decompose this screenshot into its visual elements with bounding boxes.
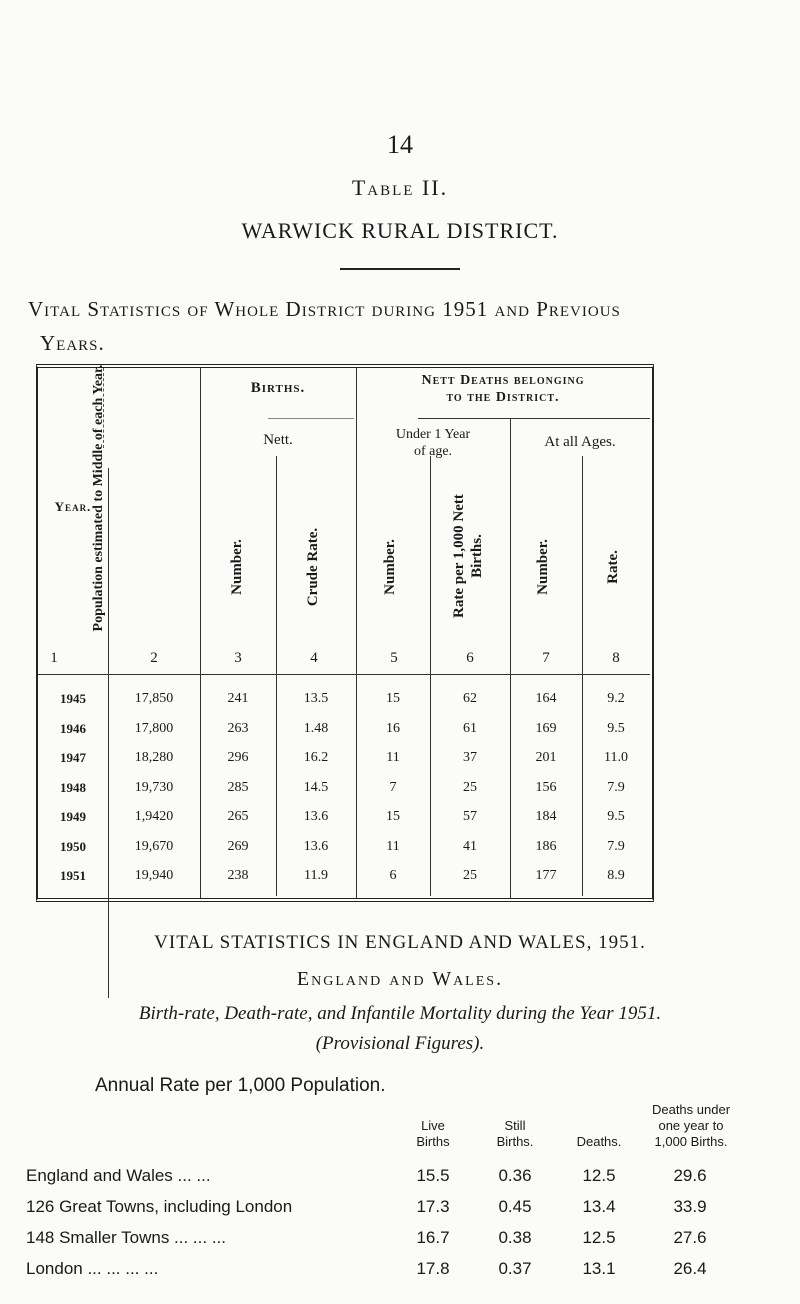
ew-cell-deaths: 12.5 xyxy=(582,1166,616,1185)
nett-header: Nett. xyxy=(263,432,293,448)
population-header: Population estimated to Middle of each Year. xyxy=(91,364,106,632)
year-header: Year. xyxy=(54,499,92,514)
table-cell-year: 1946 xyxy=(60,720,86,736)
column-number: 1 xyxy=(50,650,58,666)
ew-cell-live: 17.3 xyxy=(416,1197,450,1216)
under-1-line-1: Under 1 Year xyxy=(395,427,471,442)
table-cell-infant-deaths: 11 xyxy=(386,750,400,765)
table-cell-crude-rate: 11.9 xyxy=(304,868,328,883)
vital-statistics-table xyxy=(36,364,654,902)
infant-deaths-header xyxy=(636,1102,746,1150)
deaths-header-line-2: to the District. xyxy=(446,390,560,405)
live-births-header xyxy=(398,1118,468,1150)
ew-cell-live: 15.5 xyxy=(416,1166,450,1185)
table-cell-death-rate: 11.0 xyxy=(604,750,628,765)
table-cell-infant-rate: 25 xyxy=(463,779,477,795)
table-cell-deaths-number: 177 xyxy=(535,868,557,883)
table-cell-crude-rate: 1.48 xyxy=(303,720,329,736)
deaths-number-header: Number. xyxy=(535,539,551,595)
table-cell-death-rate: 8.9 xyxy=(607,868,625,883)
table-cell-deaths-number: 164 xyxy=(535,691,557,706)
ew-cell-infant: 33.9 xyxy=(673,1197,707,1216)
ew-cell-deaths: 12.5 xyxy=(582,1228,616,1247)
table-cell-year: 1945 xyxy=(60,691,86,706)
divider-rule xyxy=(340,268,460,270)
table-cell-deaths-number: 184 xyxy=(535,809,557,824)
ew-cell-deaths: 13.1 xyxy=(582,1259,616,1278)
table-cell-births-number: 263 xyxy=(227,720,249,736)
ew-cell-infant: 27.6 xyxy=(673,1228,707,1247)
table-cell-death-rate: 7.9 xyxy=(607,838,625,854)
column-number: 6 xyxy=(466,650,474,666)
table-cell-infant-rate: 57 xyxy=(463,809,477,824)
table-cell-death-rate: 9.2 xyxy=(607,691,625,706)
column-number: 4 xyxy=(310,650,318,666)
under-1-line-2: of age. xyxy=(413,444,453,459)
death-rate-header: Rate. xyxy=(605,550,621,584)
table-cell-year: 1951 xyxy=(60,868,86,883)
table-cell-crude-rate: 13.6 xyxy=(303,809,329,824)
heading-line-1: Vital Statistics of Whole District during 1951 and Previous xyxy=(28,297,621,321)
ew-cell-live: 16.7 xyxy=(416,1228,450,1247)
table-cell-year: 1950 xyxy=(60,838,86,854)
table-cell-year: 1949 xyxy=(60,809,86,824)
table-cell-crude-rate: 13.5 xyxy=(303,691,329,706)
ew-row-label: London ... ... ... ... xyxy=(26,1259,159,1278)
england-wales-section-title: VITAL STATISTICS IN ENGLAND AND WALES, 1951. xyxy=(154,932,646,953)
table-cell-infant-rate: 62 xyxy=(463,691,477,706)
table-cell-deaths-number: 169 xyxy=(535,720,557,736)
table-cell-death-rate: 9.5 xyxy=(607,720,625,736)
table-cell-infant-deaths: 6 xyxy=(389,868,397,883)
table-cell-births-number: 238 xyxy=(227,868,249,883)
deaths-header-line-1: Nett Deaths belonging xyxy=(421,373,585,388)
column-number: 5 xyxy=(390,650,398,666)
header-line: Births xyxy=(416,1134,450,1149)
caption-line-2: (Provisional Figures). xyxy=(315,1033,485,1054)
table-cell-infant-deaths: 7 xyxy=(389,779,397,795)
table-cell-births-number: 285 xyxy=(227,779,249,795)
table-cell-births-number: 241 xyxy=(227,691,249,706)
births-number-header: Number. xyxy=(229,539,245,595)
births-header: Births. xyxy=(250,380,306,396)
annual-rate-heading: Annual Rate per 1,000 Population. xyxy=(95,1075,386,1096)
table-cell-crude-rate: 13.6 xyxy=(303,838,329,854)
england-wales-subtitle: England and Wales. xyxy=(296,968,504,990)
table-cell-infant-rate: 25 xyxy=(463,868,477,883)
table-cell-population: 19,730 xyxy=(134,779,174,795)
ew-row-label: 148 Smaller Towns ... ... ... xyxy=(26,1228,226,1247)
ew-row-label: 126 Great Towns, including London xyxy=(26,1197,293,1216)
heading-line-2: Years. xyxy=(40,331,105,355)
ew-cell-live: 17.8 xyxy=(416,1259,450,1278)
table-cell-infant-deaths: 15 xyxy=(386,809,400,824)
ew-cell-infant: 26.4 xyxy=(673,1259,707,1278)
table-cell-infant-deaths: 11 xyxy=(386,838,400,854)
caption-line-1: Birth-rate, Death-rate, and Infantile Mortality during the Year 1951. xyxy=(138,1003,662,1024)
table-cell-deaths-number: 201 xyxy=(535,750,557,765)
crude-rate-header: Crude Rate. xyxy=(305,527,321,607)
district-title: WARWICK RURAL DISTRICT. xyxy=(241,218,559,243)
page-number: 14 xyxy=(387,130,413,159)
infant-number-header: Number. xyxy=(382,539,398,595)
header-line: Deaths under xyxy=(651,1102,731,1117)
deaths-header xyxy=(356,372,650,406)
column-number: 8 xyxy=(612,650,620,666)
table-cell-infant-rate: 41 xyxy=(463,838,477,854)
table-cell-year: 1948 xyxy=(60,779,86,795)
still-births-header xyxy=(480,1118,550,1150)
table-cell-population: 19,670 xyxy=(134,838,174,854)
section-heading xyxy=(28,292,788,360)
table-cell-death-rate: 7.9 xyxy=(607,779,625,795)
column-number: 7 xyxy=(542,650,550,666)
header-line: 1,000 Births. xyxy=(654,1134,728,1149)
table-cell-births-number: 265 xyxy=(227,809,249,824)
rate-per-1000-header: Rate per 1,000 Nett Births. xyxy=(451,494,485,618)
ew-cell-still: 0.38 xyxy=(498,1228,532,1247)
table-cell-births-number: 296 xyxy=(227,750,249,765)
column-number: 2 xyxy=(150,650,158,666)
table-cell-infant-rate: 37 xyxy=(463,750,477,765)
table-cell-infant-deaths: 15 xyxy=(386,691,400,706)
ew-cell-still: 0.36 xyxy=(498,1166,532,1185)
table-cell-population: 17,800 xyxy=(134,720,174,736)
ew-cell-still: 0.45 xyxy=(498,1197,532,1216)
table-cell-crude-rate: 16.2 xyxy=(303,750,329,765)
header-line: one year to xyxy=(658,1118,724,1133)
table-cell-year: 1947 xyxy=(60,750,86,765)
table-cell-population: 17,850 xyxy=(134,691,174,706)
table-cell-population: 1,9420 xyxy=(134,809,174,824)
deaths-col-header: Deaths. xyxy=(576,1134,622,1149)
table-cell-population: 19,940 xyxy=(134,868,174,883)
table-cell-births-number: 269 xyxy=(227,838,249,854)
table-cell-infant-rate: 61 xyxy=(463,720,477,736)
table-cell-infant-deaths: 16 xyxy=(386,720,400,736)
header-line: Live xyxy=(421,1118,445,1133)
table-label: Table II. xyxy=(351,175,449,200)
all-ages-header: At all Ages. xyxy=(544,434,616,450)
ew-row-label: England and Wales ... ... xyxy=(26,1166,211,1185)
table-cell-population: 18,280 xyxy=(134,750,174,765)
table-cell-deaths-number: 156 xyxy=(535,779,557,795)
header-line: Still xyxy=(504,1118,526,1133)
ew-cell-still: 0.37 xyxy=(498,1259,532,1278)
under-1-year-header xyxy=(356,426,510,460)
table-cell-death-rate: 9.5 xyxy=(607,809,625,824)
table-cell-deaths-number: 186 xyxy=(535,838,557,854)
table-cell-crude-rate: 14.5 xyxy=(303,779,329,795)
column-number: 3 xyxy=(234,650,242,666)
ew-cell-infant: 29.6 xyxy=(673,1166,707,1185)
header-line: Births. xyxy=(496,1134,534,1149)
ew-cell-deaths: 13.4 xyxy=(582,1197,616,1216)
